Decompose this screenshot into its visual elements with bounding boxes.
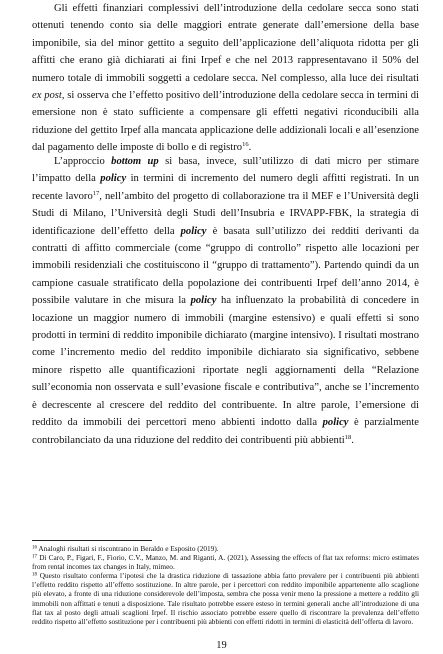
footnote-16 <box>32 544 419 553</box>
emphasis-text: policy <box>180 225 207 237</box>
paragraph-text: ha influenzato la probabilità di concedere in locazione un maggior numero di immobili (margine estensivo) e quali effetti si sono prodotti in termini di reddito imponibile dichiarato (margine intensivo). I risultati mostrano come l’incremento medio del reddito imponibile dichiarato sia significativo, sebbene minore rispetto alle quantificazioni riportate negli aggiornamenti della “Relazione sull’economia non osservata e sull’evasione fiscale e contributiva”, anche se l’incremento è decrescente al crescere del reddito del contribuente. In altre parole, l’emersione di reddito da immobili dei percettori meno abbienti indotto dalla <box>32 295 419 429</box>
paragraph-text: L’approccio <box>54 156 112 167</box>
footnote-reference: 16 <box>242 141 249 149</box>
paragraph-text: . <box>248 142 252 154</box>
footnote-number: 17 <box>32 554 37 560</box>
footnote-reference: 18 <box>344 433 352 441</box>
emphasis-text: bottom up <box>111 156 159 167</box>
body-paragraph-1 <box>32 0 419 157</box>
paragraph-text: è basata sull’utilizzo dei redditi derivanti da contratti di affitto commerciale (come “gruppo di controllo” rispetto alle locazioni per immobili residenziali che costituiscono il “gruppo di trattamento”). Partendo quindi da un campione casuale stratificato della popolazione dei contribuenti Irpef dell’anno 2014, è possibile valutare in che misura la <box>32 225 420 307</box>
paragraph-text: , nell’ambito del progetto di collaborazione tra il MEF e l’Università degli Studi di Milano, l’Università degli Studi dell’Insubria e IRVAPP-FBK, la strategia di identificazione dell’effetto della <box>32 190 419 237</box>
footnote-separator <box>32 540 152 541</box>
footnote-number: 18 <box>32 572 37 578</box>
emphasis-text: policy <box>190 295 217 307</box>
paragraph-text: è parzialmente controbilanciato da una riduzione del reddito dei contribuenti più abbienti <box>32 417 420 446</box>
footnotes-section <box>32 544 419 626</box>
emphasis-text: policy <box>100 173 127 185</box>
paragraph-text: , si osserva che l’effetto positivo dell’introduzione della cedolare secca in termini di emersione non è stato sufficiente a compensare gli effetti negativi riconducibili alla riduzione del gettito Irpef alla mancata applicazione delle addizionali locali e all’esenzione dal pagamento delle imposte di bollo e di registro <box>32 90 419 154</box>
paragraph-text: . <box>351 434 354 446</box>
paragraph-text: in termini di incremento del numero degli affitti registrati. In un recente lavoro <box>32 173 419 202</box>
footnote-text: Di Caro, P., Figari, F., Fiorio, C.V., Manzo, M. and Riganti, A. (2021), Assessing the effects of flat tax reforms: micro estimates from rental incomes tax changes in Italy, mimeo. <box>32 553 419 572</box>
emphasis-text: policy <box>322 417 349 429</box>
footnote-text: Analoghi risultati si riscontrano in Beraldo e Esposito (2019). <box>37 544 219 553</box>
italic-text: ex post <box>32 90 62 102</box>
footnote-17 <box>32 553 419 571</box>
footnote-text: Questo risultato conferma l’ipotesi che la drastica riduzione di tassazione abbia fatto prevalere per i contribuenti più abbienti l’effetto reddito rispetto all’effetto sostituzione. In altre parole, per i percettori con reddito imponibile appartenente allo scaglione più elevato, a fronte di una riduzione considerevole dell’imposta, sembra che possa venir meno la pressione a mettere a reddito gli immobili non affittati e tenuti a disposizione. Tale risultato potrebbe essere esteso in termini generali anche all’introduzione di una flat tax al posto degli attuali scaglioni Irpef. Il rischio associato potrebbe essere quello di riscontrare la prevalenza dell’effetto reddito rispetto all’effetto sostituzione per i contribuenti più abbienti con effetti ridotti in termini di elasticità dell’offerta di lavoro. <box>32 571 419 626</box>
footnote-18 <box>32 571 419 626</box>
footnote-number: 16 <box>32 545 37 551</box>
page-number: 19 <box>216 640 227 651</box>
paragraph-text: Gli effetti finanziari complessivi dell’introduzione della cedolare secca sono stati ottenuti tenendo conto sia delle maggiori entrate generate dall’emersione della base imponibile, sia del minor gettito a seguito dell’applicazione dell’aliquota ridotta per gli affitti che erano già dichiarati ai fini Irpef e che nel 2013 rappresentavano il 50% del numero totale di immobili soggetti a cedolare secca. Nel complesso, alla luce dei risultati <box>32 3 419 84</box>
body-paragraph-2 <box>32 153 419 449</box>
paragraph-text: si basa, invece, sull’utilizzo di dati micro per stimare l’impatto della <box>32 156 419 185</box>
footnote-reference: 17 <box>92 189 100 197</box>
